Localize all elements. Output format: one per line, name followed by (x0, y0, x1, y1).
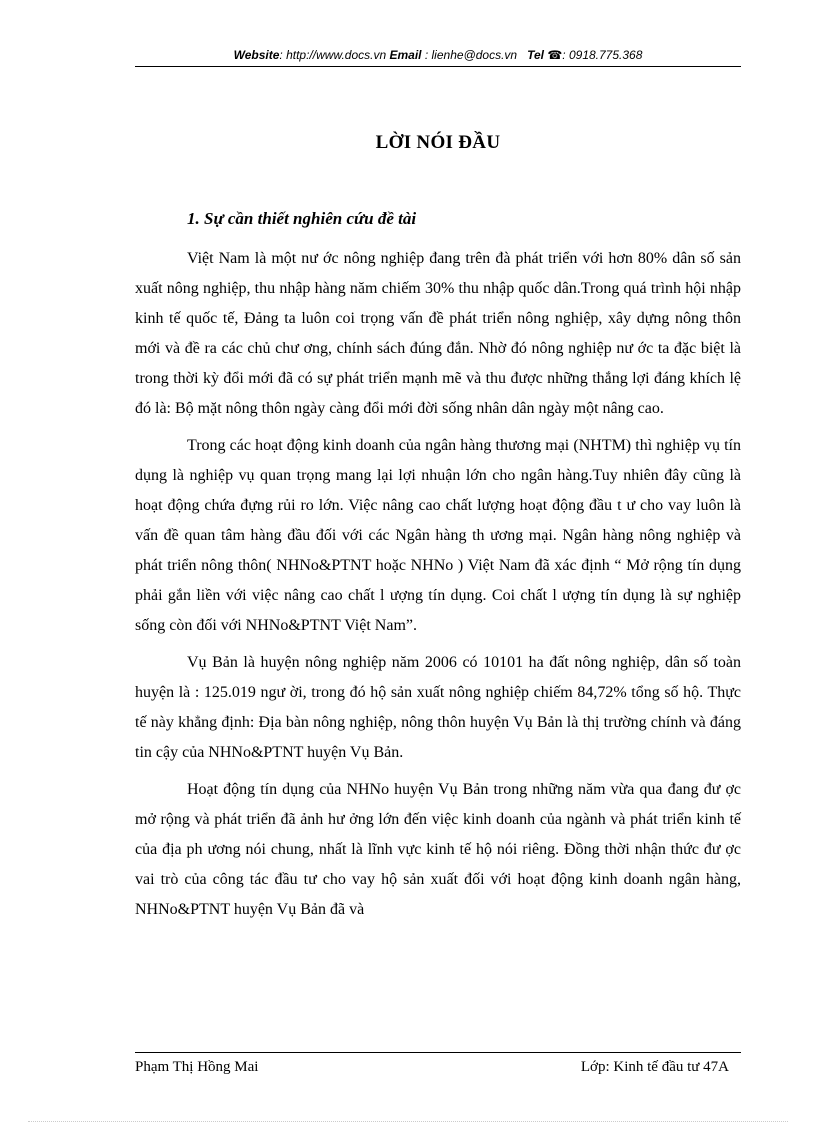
paragraph-1: Việt Nam là một nư ớc nông nghiệp đang trên đà phát triển với hơn 80% dân số sản xuất nông nghiệp, thu nhập hàng năm chiếm 30% thu nhập quốc dân.Trong quá trình hội nhập kinh tế quốc tế, Đảng ta luôn coi trọng vấn đề phát triển nông nghiệp, xây dựng nông thôn mới và đề ra các chủ chư ơng, chính sách đúng đắn. Nhờ đó nông nghiệp nư ớc ta đặc biệt là trong thời kỳ đổi mới đã có sự phát triển mạnh mẽ và thu được những thắng lợi đáng khích lệ đó là: Bộ mặt nông thôn ngày càng đổi mới đời sống nhân dân ngày một nâng cao. (135, 250, 741, 417)
paragraph-2: Trong các hoạt động kinh doanh của ngân hàng thương mại (NHTM) thì nghiệp vụ tín dụng là nghiệp vụ quan trọng mang lại lợi nhuận lớn cho ngân hàng.Tuy nhiên đây cũng là hoạt động chứa đựng rủi ro lớn. Việc nâng cao chất lượng hoạt động đầu t ư cho vay luôn là vấn đề quan tâm hàng đầu đối với các Ngân hàng th ương mại. Ngân hàng nông nghiệp và phát triển nông thôn( NHNo&PTNT hoặc NHNo ) Việt Nam đã xác định “ Mở rộng tín dụng phải gắn liền với việc nâng cao chất l ượng tín dụng. Coi chất l ượng tín dụng là sự nghiệp sống còn đối với NHNo&PTNT Việt Nam”. (135, 437, 741, 634)
email-label: Email (389, 48, 422, 62)
paragraph-4: Hoạt động tín dụng của NHNo huyện Vụ Bản trong những năm vừa qua đang đư ợc mở rộng và phát triển đã ảnh hư ởng lớn đến việc kinh doanh của ngành và phát triển kinh tế của địa ph ương nói chung, nhất là lĩnh vực kinh tế hộ nói riêng. Đồng thời nhận thức đư ợc vai trò của công tác đầu tư cho vay hộ sản xuất đối với hoạt động kinh doanh ngân hàng, NHNo&PTNT huyện Vụ Bản đã và (135, 781, 741, 918)
body-text (135, 244, 741, 932)
page-header (135, 46, 741, 67)
page-title: LỜI NÓI ĐẦU (375, 132, 501, 153)
paragraph-3: Vụ Bản là huyện nông nghiệp năm 2006 có 10101 ha đất nông nghiệp, dân số toàn huyện là : 125.019 ngư ời, trong đó hộ sản xuất nông nghiệp chiếm 84,72% tổng số hộ. Thực tế này khẳng định: Địa bàn nông nghiệp, nông thôn huyện Vụ Bản là thị trường chính và đáng tin cậy của NHNo&PTNT huyện Vụ Bản. (135, 654, 741, 761)
email-value: : lienhe@docs.vn (424, 48, 518, 62)
section-heading: 1. Sự cần thiết nghiên cứu đề tài (187, 209, 417, 228)
footer-divider (135, 1052, 741, 1053)
tel-label: Tel (527, 48, 544, 62)
website-label: Website (233, 48, 280, 62)
page-edge-divider (28, 1121, 788, 1122)
tel-value: : 0918.775.368 (562, 48, 643, 62)
footer-author: Phạm Thị Hồng Mai (135, 1059, 259, 1075)
website-value: : http://www.docs.vn (279, 48, 387, 62)
phone-icon: ☎ (547, 48, 563, 62)
footer-class: Lớp: Kinh tế đầu tư 47A (580, 1059, 729, 1075)
